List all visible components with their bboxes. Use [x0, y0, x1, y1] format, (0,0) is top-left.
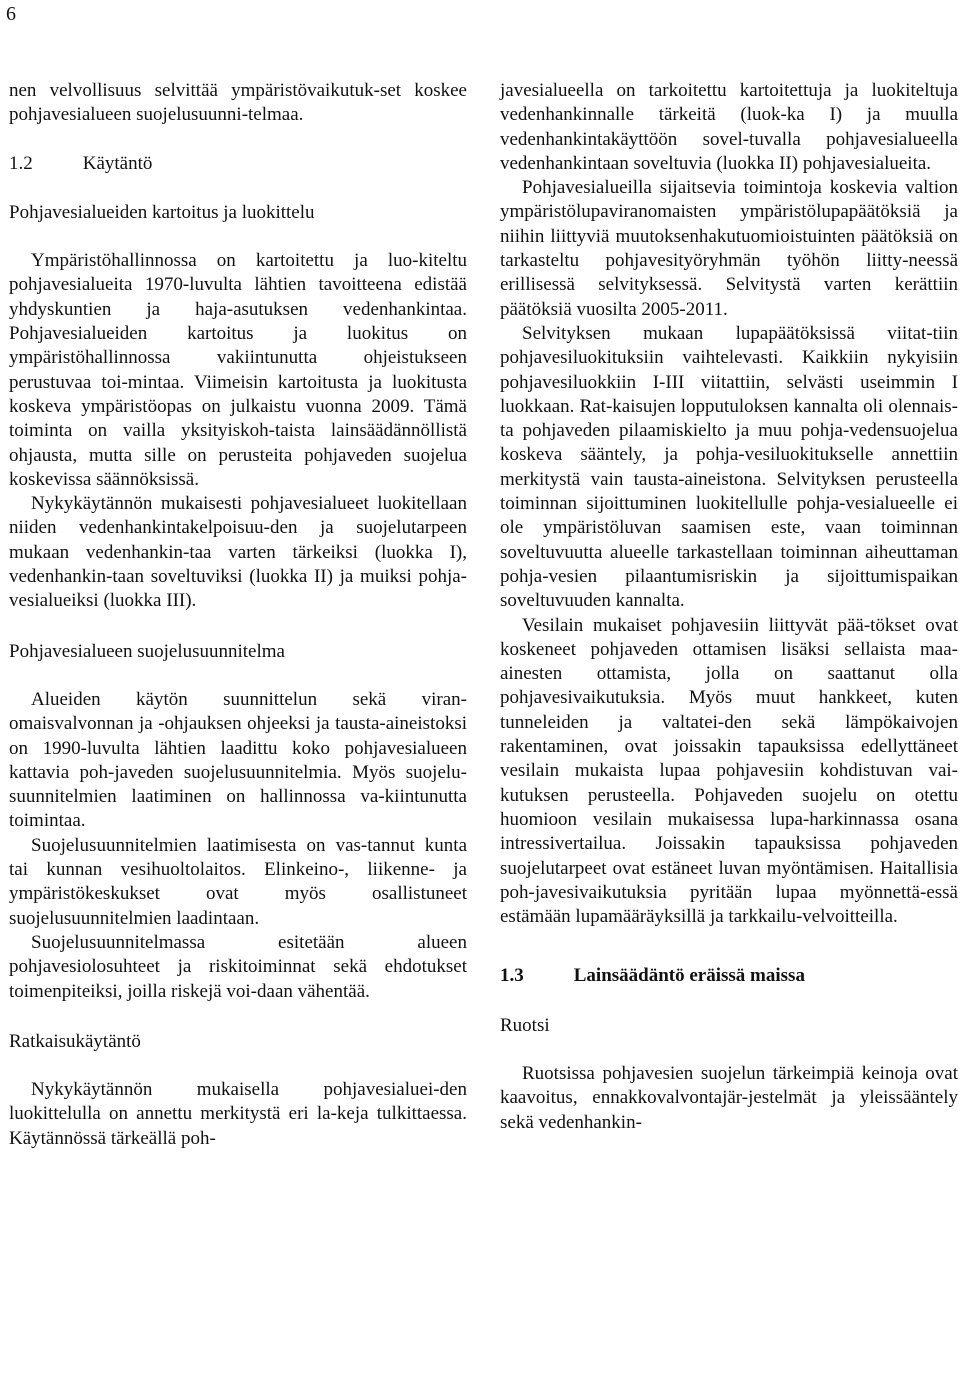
subheading-kartoitus: Pohjavesialueiden kartoitus ja luokittelu	[9, 201, 315, 223]
paragraph-continued: javesialueella on tarkoitettu kartoitettuja ja luokiteltuja vedenhankinnalle tärkeitä (luok-ka I) ja muulla vedenhankintakäyttöön sovel-tuvalla pohjavesialueella vedenhankintaan soveltuvia (luokka II) pohjavesialueita.	[500, 80, 958, 174]
section-title: Käytäntö	[82, 152, 153, 174]
section-number: 1.3	[500, 965, 524, 987]
paragraph-luokittelu: Nykykäytännön mukaisesti pohjavesialueet luokitellaan niiden vedenhankintakelpoisuu-den ja suojelutarpeen mukaan vedenhankin-taa varten tärkeiksi (luokka I), vedenhankin-taan soveltuviksi (luokka II) ja muiksi pohja-vesialueiksi (luokka III).	[9, 493, 467, 612]
subheading-suojelusuunnitelma: Pohjavesialueen suojelusuunnitelma	[9, 640, 285, 662]
paragraph-laatiminen: Suojelusuunnitelmien laatimisesta on vas-tannut kunta tai kunnan vesihuoltolaitos. Elinkeino-, liikenne- ja ympäristökeskukset ovat myös osallistuneet suojelusuunnitelmien laadintaan.	[9, 834, 467, 929]
left-column	[9, 79, 467, 1151]
subheading-ruotsi: Ruotsi	[500, 1014, 550, 1036]
section-heading-1-2	[9, 152, 467, 176]
paragraph-lupapaatokset: Pohjavesialueilla sijaitsevia toimintoja koskevia valtion ympäristölupaviranomaisten ympäristölupapäätöksiä ja niihin liittyviä muutoksenhakutuomioistuinten päätöksiä on tarkasteltu pohjavesityöryhmän työhön liitty-neessä erillisessä selvityksessä. Selvitystä varten kerättiin päätöksiä vuosilta 2005-2011.	[500, 177, 958, 320]
paragraph-suojelusuunnitelmat: Alueiden käytön suunnittelun sekä viran-omaisvalvonnan ja -ohjauksen ohjeeksi ja tausta-aineistoksi on 1990-luvulta lähtien laadittu koko pohjavesialueen kattavia poh-javeden suojelusuunnitelmia. Myös suojelu-suunnitelmien laatiminen on hallinnossa va-kiintunutta toimintaa.	[9, 688, 467, 832]
section-number: 1.2	[9, 152, 33, 174]
page-number: 6	[6, 3, 16, 25]
right-column	[500, 79, 958, 1135]
paragraph-ruotsi: Ruotsissa pohjavesien suojelun tärkeimpiä keinoja ovat kaavoitus, ennakkovalvontajär-jestelmät ja yleissääntely sekä vedenhankin-	[500, 1062, 958, 1133]
subheading-ratkaisukaytanto: Ratkaisukäytäntö	[9, 1030, 141, 1052]
paragraph-selvitys: Selvityksen mukaan lupapäätöksissä viitat-tiin pohjavesiluokituksiin vaihtelevasti. Kaikkiin nykyisiin pohjavesiluokkiin I-III viitattiin, selvästi useimmin I luokkaan. Rat-kaisujen lopputuloksen kannalta oli olennais-ta pohjaveden pilaamiskielto ja muu pohja-vedensuojelua koskeva sääntely, ja pohja-vesiluokitukselle annettiin merkitystä vain tausta-aineistona. Selvityksen perusteella toiminnan sijoittuminen luokitellulle pohja-vesialueelle ei ole ympäristöluvan saamisen este, vaan toiminnan soveltuvuutta alueelle tarkastellaan toiminnan aiheuttaman pohja-vesien pilaantumisriskin ja sijoittumispaikan soveltuvuuden kannalta.	[500, 322, 958, 612]
paragraph-sisalto: Suojelusuunnitelmassa esitetään alueen pohjavesiolosuhteet ja riskitoiminnat sekä ehdotukset toimenpiteiksi, joilla riskejä voi-daan vähentää.	[9, 931, 467, 1002]
paragraph-ratkaisukaytanto: Nykykäytännön mukaisella pohjavesialuei-den luokittelulla on annettu merkitystä eri la-keja tulkittaessa. Käytännössä tärkeällä poh-	[9, 1079, 467, 1149]
paragraph-kartoitus: Ympäristöhallinnossa on kartoitettu ja luo-kiteltu pohjavesialueita 1970-luvulta lähtien tavoitteena edistää yhdyskuntien ja haja-asutuksen vedenhankintaa. Pohjavesialueiden kartoitus ja luokitus on ympäristöhallinnossa vakiintunutta ohjeistukseen perustuvaa toi-mintaa. Viimeisin kartoitusta ja luokitusta koskeva ympäristöopas on julkaistu vuonna 2009. Tämä toiminta on vailla yksityiskoh-taista lainsäädännöllistä ohjausta, mutta sille on perusteita pohjaveden suojelua koskevissa säännöksissä.	[9, 250, 467, 490]
paragraph-vesilaki: Vesilain mukaiset pohjavesiin liittyvät pää-tökset ovat koskeneet pohjaveden ottamisen lisäksi sellaista maa-ainesten ottamista, jolla on saattanut olla pohjavesivaikutuksia. Myös muut hankkeet, kuten tunneleiden ja valtatei-den sekä lämpökaivojen rakentaminen, ovat joissakin tapauksissa edellyttäneet vesilain mukaista lupaa pohjavesiin kohdistuvan vai-kutuksen perusteella. Pohjaveden suojelu on otettu huomioon vesilain mukaisessa lupa-harkinnassa osana intressivertailua. Joissakin tapauksissa pohjaveden suojelutarpeet ovat estäneet luvan myöntämisen. Haitallisia poh-javesivaikutuksia pyritään lupaa myönnettä-essä estämään lupamääräyksillä ja tarkkailu-velvoitteilla.	[500, 614, 958, 928]
section-heading-1-3	[500, 964, 958, 988]
paragraph-intro: nen velvollisuus selvittää ympäristövaikutuk-set koskee pohjavesialueen suojelusuunni-telmaa.	[9, 80, 467, 126]
section-title: Lainsäädäntö eräissä maissa	[573, 965, 805, 987]
